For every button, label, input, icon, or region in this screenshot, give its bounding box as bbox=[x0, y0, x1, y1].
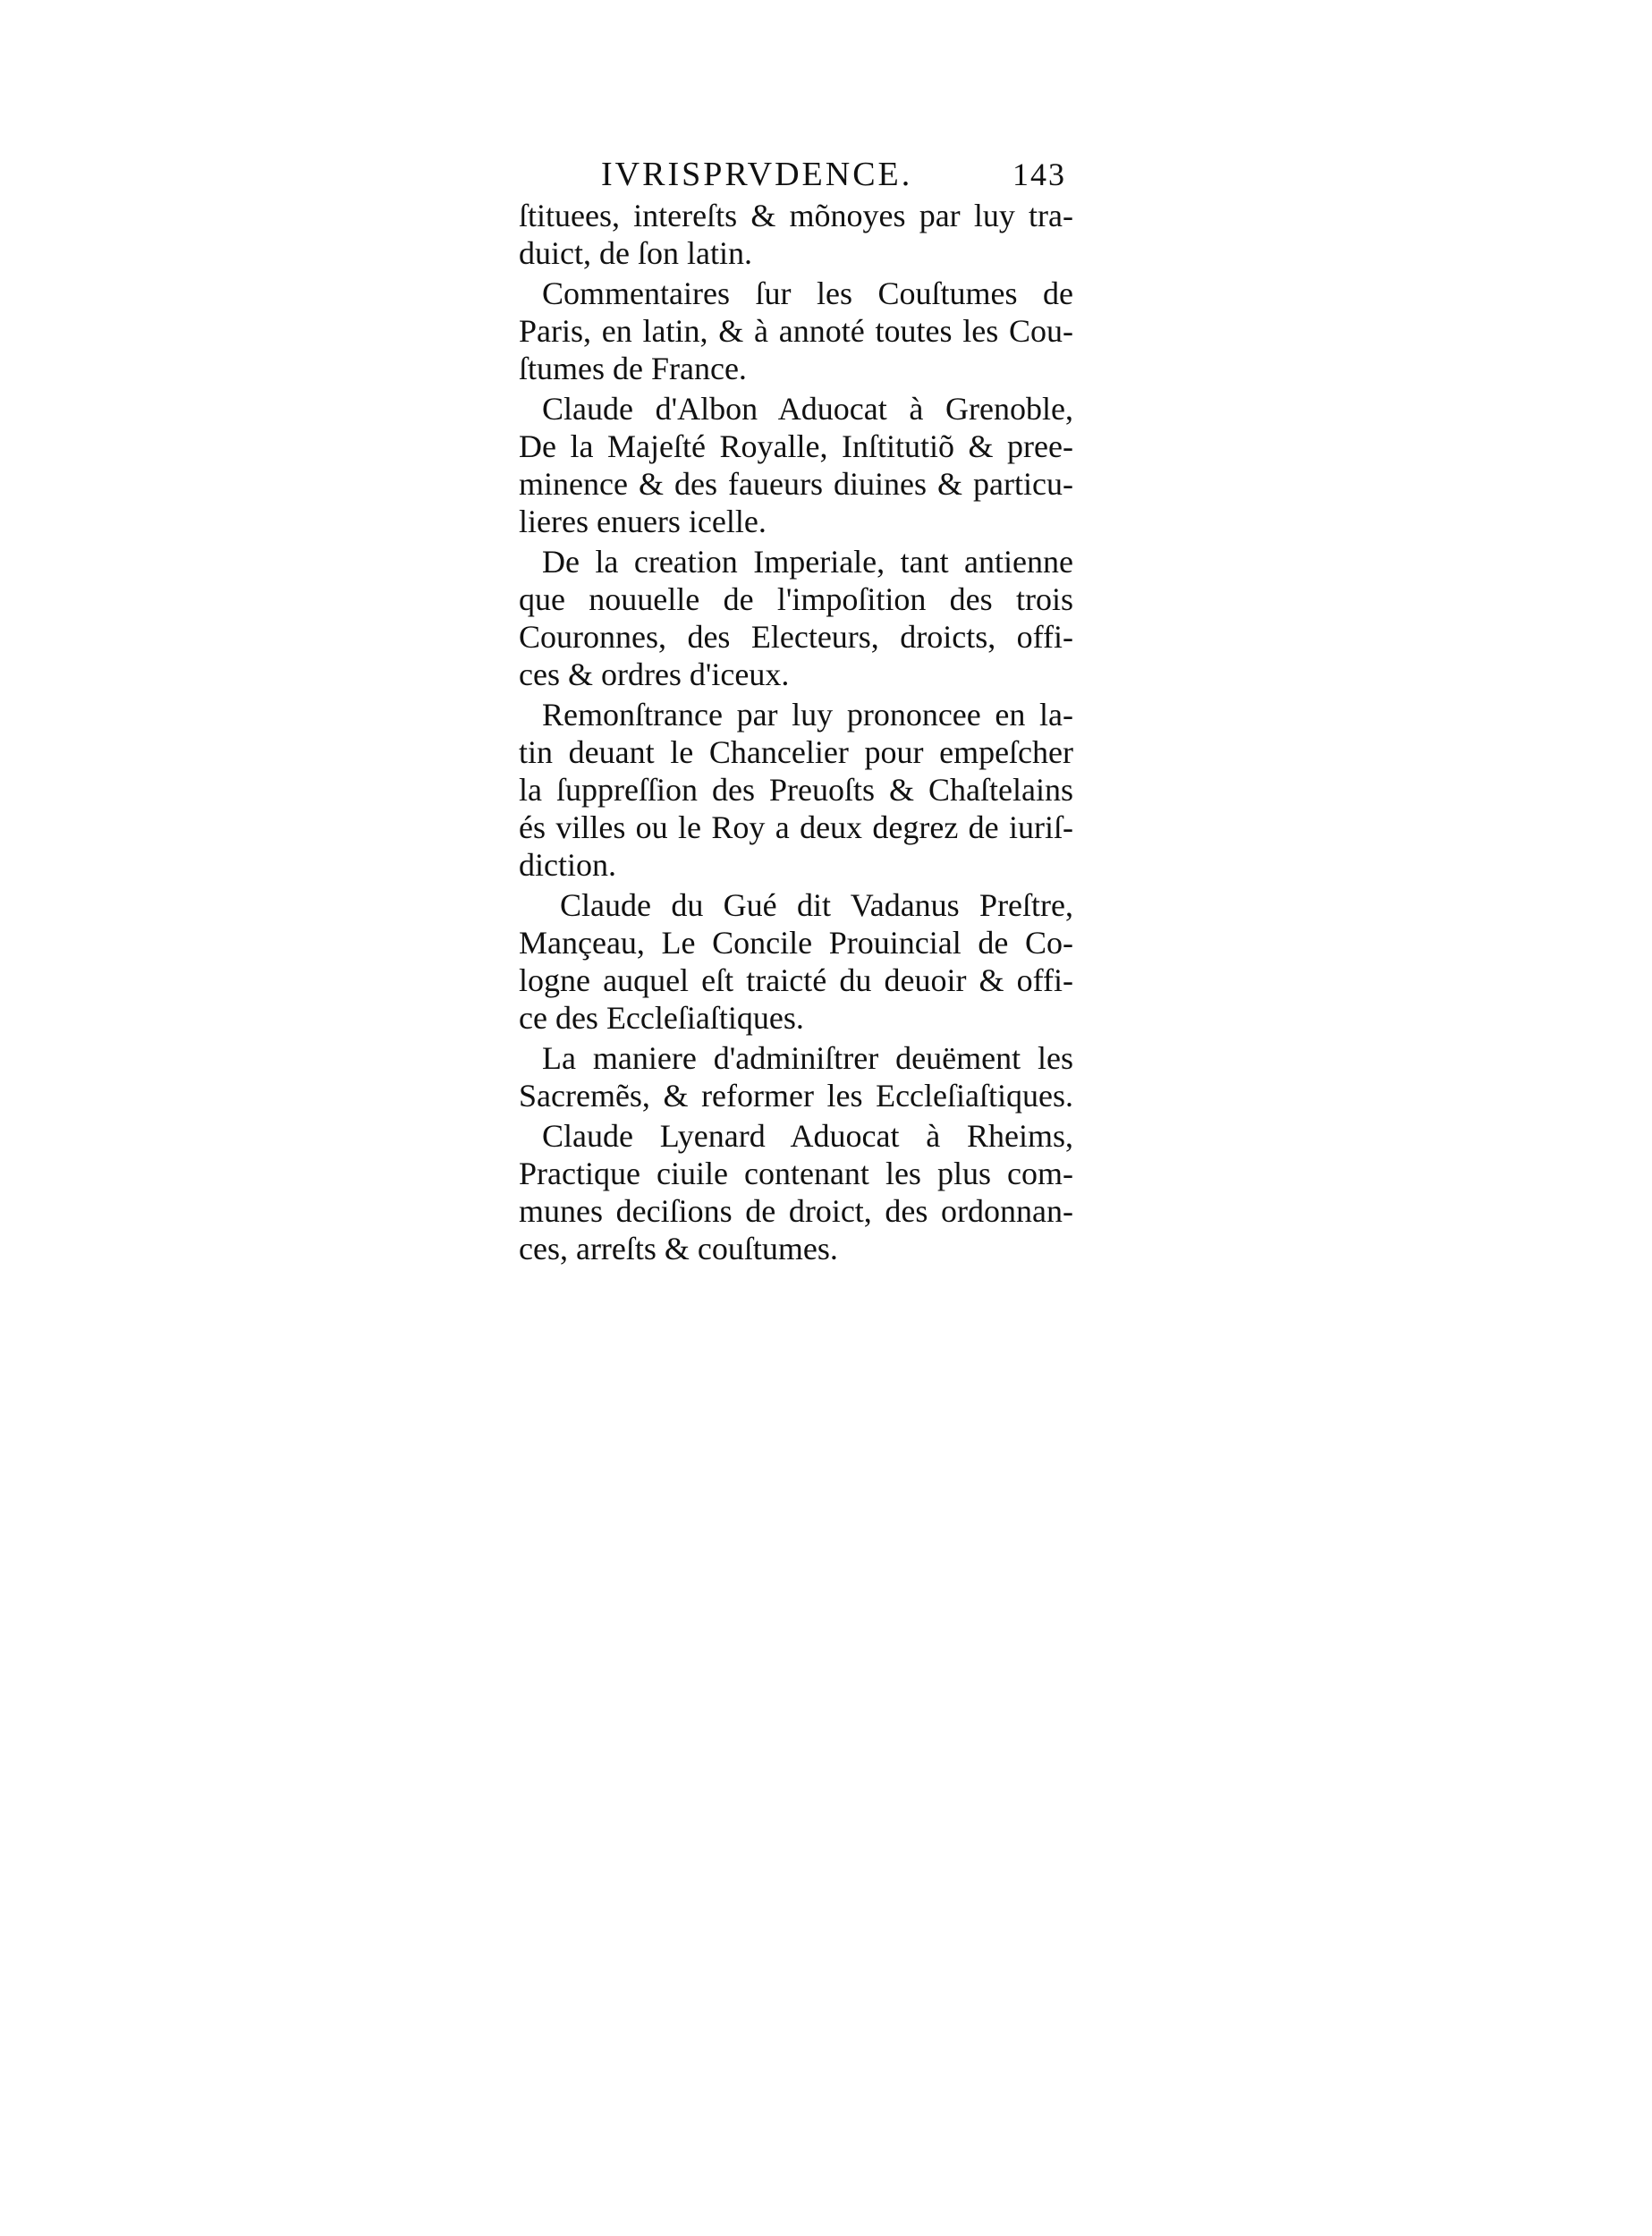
text-line: Commentaires ſur les Couſtumes de bbox=[542, 275, 1073, 311]
text-line: diction. bbox=[519, 847, 616, 883]
text-line: La maniere d'adminiſtrer deuëment les bbox=[542, 1040, 1073, 1076]
text-line: Claude du Gué dit Vadanus Preſtre, bbox=[560, 887, 1073, 923]
text-line: Paris, en latin, & à annoté toutes les Cou- bbox=[519, 313, 1073, 349]
running-title: IVRISPRVDENCE. bbox=[601, 156, 913, 193]
text-line: ce des Eccleſiaſtiques. bbox=[519, 1000, 804, 1036]
text-block bbox=[519, 152, 1073, 1267]
text-line: Couronnes, des Electeurs, droicts, offi- bbox=[519, 619, 1073, 655]
text-line: ſtituees, intereſts & mõnoyes par luy tra- bbox=[519, 198, 1073, 233]
running-head bbox=[519, 152, 1073, 197]
text-line: Mançeau, Le Concile Prouincial de Co- bbox=[519, 925, 1073, 961]
text-line: Claude Lyenard Aduocat à Rheims, bbox=[542, 1118, 1073, 1154]
text-line: ſtumes de France. bbox=[519, 351, 747, 386]
text-line: minence & des faueurs diuines & particu- bbox=[519, 466, 1073, 502]
text-line: duict, de ſon latin. bbox=[519, 235, 752, 271]
text-line: Practique ciuile contenant les plus com- bbox=[519, 1156, 1073, 1191]
text-line: que nouuelle de l'impoſition des trois bbox=[519, 581, 1073, 617]
page-number: 143 bbox=[1012, 157, 1066, 192]
text-line: Sacremẽs, & reformer les Eccleſiaſtiques. bbox=[519, 1078, 1073, 1114]
text-line: tin deuant le Chancelier pour empeſcher bbox=[519, 734, 1073, 770]
text-line: Remonſtrance par luy prononcee en la- bbox=[542, 697, 1073, 733]
text-line: ces & ordres d'iceux. bbox=[519, 656, 790, 692]
text-line: lieres enuers icelle. bbox=[519, 504, 767, 539]
text-line: De la Majeſté Royalle, Inſtitutiõ & pree- bbox=[519, 428, 1073, 464]
text-line: De la creation Imperiale, tant antienne bbox=[542, 544, 1073, 580]
text-line: Claude d'Albon Aduocat à Grenoble, bbox=[542, 391, 1073, 427]
text-line: ces, arreſts & couſtumes. bbox=[519, 1231, 838, 1266]
text-line: logne auquel eſt traicté du deuoir & offi- bbox=[519, 962, 1073, 998]
text-line: la ſuppreſſion des Preuoſts & Chaſtelains bbox=[519, 772, 1073, 808]
text-line: és villes ou le Roy a deux degrez de iuriſ- bbox=[519, 809, 1073, 845]
text-line: munes deciſions de droict, des ordonnan- bbox=[519, 1193, 1073, 1229]
